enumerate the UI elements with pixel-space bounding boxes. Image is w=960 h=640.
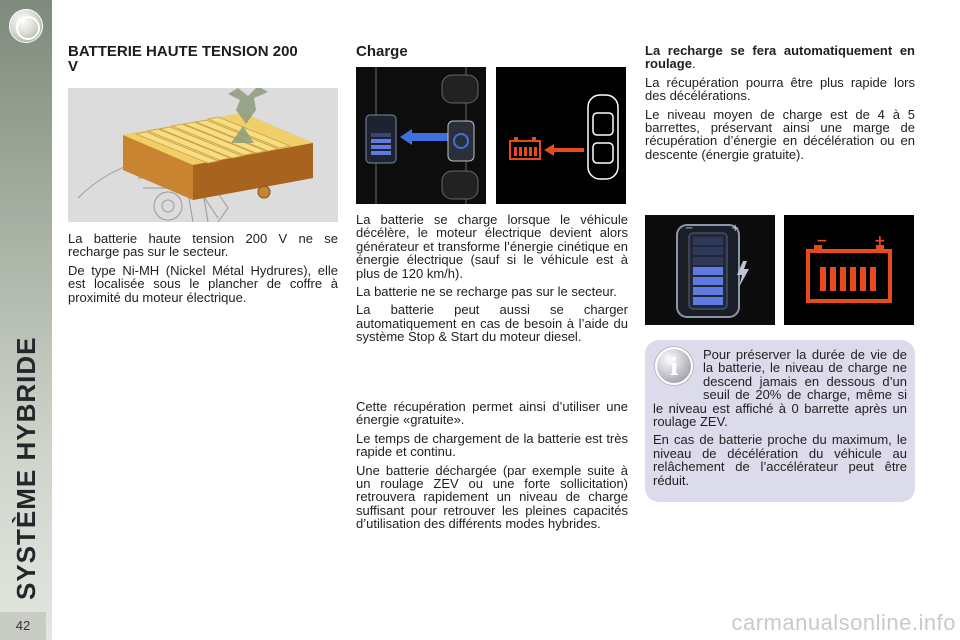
recharge-lead-tail: . <box>691 56 696 72</box>
info-paragraph-1 <box>653 348 907 428</box>
info-note-box <box>645 340 915 502</box>
svg-text:+: + <box>731 223 740 234</box>
battery-text <box>68 232 338 309</box>
paragraph: La récupération pourra être plus rapide lors des décélérations. <box>645 74 915 104</box>
info-paragraph-1-text: Pour préserver la durée de vie de la batterie, le niveau de charge ne descend jamais en dessous d’un seuil de 20% de charge, même si le niveau est affiché à 0 barrette après un roulage ZEV. <box>653 347 907 430</box>
chapter-title: SYSTÈME HYBRIDE <box>11 336 41 600</box>
battery-illustration <box>68 88 338 222</box>
charge-text-2 <box>356 400 628 536</box>
paragraph: Cette récupération permet ainsi d’utiliser une énergie «gratuite». <box>356 399 628 428</box>
battery-warning-icon <box>784 215 914 325</box>
svg-text:−: − <box>816 233 828 249</box>
paragraph: La batterie se charge lorsque le véhicule décélère, le moteur électrique devient alors générateur et transforme l’énergie cinétique en énergie électrique (sauf si le véhicule est à plus de 120 km/h). <box>356 212 628 281</box>
battery-level-gauge-icon <box>645 215 775 325</box>
info-icon-spacer <box>653 348 703 400</box>
recharge-lead <box>645 44 915 71</box>
svg-text:+: + <box>874 233 886 249</box>
column-recharge <box>645 44 915 166</box>
info-icon: i <box>655 347 693 385</box>
column-battery <box>68 44 338 74</box>
regeneration-diagram <box>356 67 486 204</box>
section-heading-battery: BATTERIE HAUTE TENSION 200 V <box>68 43 298 75</box>
battery-warning-diagram <box>496 67 626 204</box>
charge-text-1 <box>356 213 628 349</box>
page-number: 42 <box>0 612 46 640</box>
paragraph: La batterie ne se recharge pas sur le secteur. <box>356 284 617 300</box>
battery-pack-icon <box>68 88 338 222</box>
column-charge <box>356 44 628 59</box>
paragraph: Le niveau moyen de charge est de 4 à 5 barrettes, préservant ainsi une marge de récupération d’énergie en décélération ou en descente (énergie gratuite). <box>645 106 915 162</box>
sidebar-band <box>0 0 52 640</box>
battery-warning-display <box>784 215 914 325</box>
car-regeneration-icon <box>356 67 486 204</box>
svg-text:−: − <box>685 223 694 234</box>
battery-gauge-display <box>645 215 775 325</box>
paragraph: La batterie haute tension 200 V ne se recharge pas sur le secteur. <box>68 231 338 260</box>
paragraph: Une batterie déchargée (par exemple suite à un roulage ZEV ou une forte sollicitation) retrouvera rapidement un niveau de charge suffisant pour retrouver les pleines capacités d’utilisation des différents modes hybrides. <box>356 462 628 532</box>
paragraph: La batterie peut aussi se charger automatiquement en cas de besoin à l’aide du système Stop & Start du moteur diesel. <box>356 302 628 345</box>
paragraph: Le temps de chargement de la batterie est très rapide et continu. <box>356 430 628 460</box>
chapter-logo-icon <box>9 9 43 43</box>
battery-charge-arrow-icon <box>496 67 626 204</box>
info-paragraph-2: En cas de batterie proche du maximum, le niveau de décélération du véhicule au relâchement de l’accélérateur peut être réduit. <box>653 432 907 488</box>
paragraph: De type Ni-MH (Nickel Métal Hydrures), elle est localisée sous le plancher de coffre à proximité du moteur électrique. <box>68 262 338 305</box>
section-heading-charge: Charge <box>356 43 408 60</box>
recharge-lead-bold: La recharge se fera automatiquement en roulage <box>645 43 915 72</box>
watermark: carmanualsonline.info <box>731 610 956 635</box>
